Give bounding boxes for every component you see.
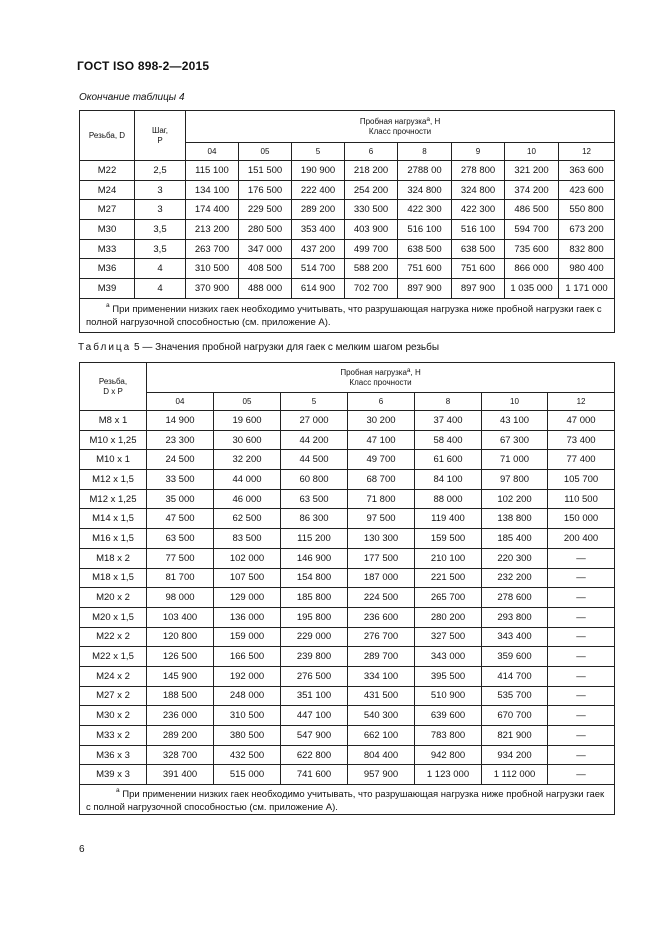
- load-value-cell: 77 500: [147, 548, 214, 568]
- thread-cell: M22 x 2: [80, 627, 147, 647]
- load-value-cell: 105 700: [548, 470, 615, 490]
- load-value-cell: 403 900: [345, 220, 398, 240]
- thread-cell: M8 x 1: [80, 411, 147, 431]
- load-value-cell: 83 500: [214, 529, 281, 549]
- load-value-cell: 177 500: [348, 548, 415, 568]
- thread-cell: M33 x 2: [80, 726, 147, 746]
- load-value-cell: 224 500: [348, 588, 415, 608]
- load-value-cell: 254 200: [345, 180, 398, 200]
- load-value-cell: 359 600: [482, 647, 548, 667]
- load-value-cell: 67 300: [482, 430, 548, 450]
- load-value-cell: 804 400: [348, 745, 415, 765]
- table4-col-pitch-line2: P: [157, 135, 163, 145]
- load-value-cell: 138 800: [482, 509, 548, 529]
- pitch-cell: 3: [135, 180, 186, 200]
- table5-col-thread-line2: D x P: [103, 386, 123, 396]
- table5-footnote: [80, 785, 615, 815]
- load-value-cell: —: [548, 568, 615, 588]
- table5-load-header-text: Пробная нагрузка: [340, 367, 407, 377]
- load-value-cell: 614 900: [292, 279, 345, 299]
- load-value-cell: 43 100: [482, 411, 548, 431]
- load-value-cell: 107 500: [214, 568, 281, 588]
- load-value-cell: 102 200: [482, 489, 548, 509]
- load-value-cell: —: [548, 706, 615, 726]
- load-value-cell: 353 400: [292, 220, 345, 240]
- table4-continuation-label: Окончание таблицы 4: [79, 92, 185, 103]
- table5-class-header: Класс прочности: [349, 377, 412, 387]
- thread-cell: M24 x 2: [80, 666, 147, 686]
- load-value-cell: 514 700: [292, 259, 345, 279]
- thread-cell: M18 x 2: [80, 548, 147, 568]
- class-header-cell: 6: [345, 143, 398, 161]
- load-value-cell: 97 500: [348, 509, 415, 529]
- table4-load-header: [186, 111, 615, 143]
- table5-col-thread: [80, 363, 147, 411]
- load-value-cell: 343 400: [482, 627, 548, 647]
- load-value-cell: 190 900: [292, 161, 345, 181]
- table-row: [80, 745, 615, 765]
- table-row: [80, 686, 615, 706]
- load-value-cell: 88 000: [415, 489, 482, 509]
- load-value-cell: 535 700: [482, 686, 548, 706]
- load-value-cell: 221 500: [415, 568, 482, 588]
- table-row: [80, 706, 615, 726]
- load-value-cell: 110 500: [548, 489, 615, 509]
- thread-cell: M27 x 2: [80, 686, 147, 706]
- load-value-cell: 200 400: [548, 529, 615, 549]
- load-value-cell: 14 900: [147, 411, 214, 431]
- thread-cell: M22 x 1,5: [80, 647, 147, 667]
- load-value-cell: 229 000: [281, 627, 348, 647]
- footnote-mark: a: [106, 302, 110, 310]
- load-value-cell: 735 600: [505, 239, 559, 259]
- thread-cell: M30: [80, 220, 135, 240]
- class-header-cell: 05: [239, 143, 292, 161]
- table-row: [80, 509, 615, 529]
- load-value-cell: 61 600: [415, 450, 482, 470]
- load-value-cell: 46 000: [214, 489, 281, 509]
- load-value-cell: 278 600: [482, 588, 548, 608]
- load-value-cell: 47 100: [348, 430, 415, 450]
- load-value-cell: 276 500: [281, 666, 348, 686]
- load-value-cell: 248 000: [214, 686, 281, 706]
- table5-caption-text: 5 — Значения пробной нагрузки для гаек с мелким шагом резьбы: [134, 342, 440, 353]
- table-row: [80, 765, 615, 785]
- load-value-cell: 547 900: [281, 726, 348, 746]
- thread-cell: M22: [80, 161, 135, 181]
- class-header-cell: 5: [281, 393, 348, 411]
- load-value-cell: 324 800: [452, 180, 505, 200]
- load-value-cell: 289 700: [348, 647, 415, 667]
- load-value-cell: 126 500: [147, 647, 214, 667]
- thread-cell: M16 x 1,5: [80, 529, 147, 549]
- load-value-cell: 351 100: [281, 686, 348, 706]
- load-value-cell: 60 800: [281, 470, 348, 490]
- load-value-cell: 263 700: [186, 239, 239, 259]
- load-value-cell: 32 200: [214, 450, 281, 470]
- load-value-cell: 185 400: [482, 529, 548, 549]
- thread-cell: M20 x 1,5: [80, 607, 147, 627]
- load-value-cell: 408 500: [239, 259, 292, 279]
- load-value-cell: 35 000: [147, 489, 214, 509]
- load-value-cell: 229 500: [239, 200, 292, 220]
- load-value-cell: 115 100: [186, 161, 239, 181]
- load-value-cell: 432 500: [214, 745, 281, 765]
- table-row: [80, 259, 615, 279]
- load-value-cell: 19 600: [214, 411, 281, 431]
- load-value-cell: 866 000: [505, 259, 559, 279]
- table-row: [80, 607, 615, 627]
- class-header-cell: 12: [559, 143, 615, 161]
- load-value-cell: 515 000: [214, 765, 281, 785]
- footnote-ref: a: [406, 366, 411, 374]
- load-value-cell: 176 500: [239, 180, 292, 200]
- table-row: [80, 450, 615, 470]
- load-value-cell: 821 900: [482, 726, 548, 746]
- load-value-cell: 751 600: [452, 259, 505, 279]
- load-value-cell: 49 700: [348, 450, 415, 470]
- load-value-cell: 47 000: [548, 411, 615, 431]
- load-value-cell: 1 112 000: [482, 765, 548, 785]
- table-row: [80, 220, 615, 240]
- load-value-cell: 115 200: [281, 529, 348, 549]
- load-value-cell: 154 800: [281, 568, 348, 588]
- load-value-cell: 63 500: [147, 529, 214, 549]
- load-value-cell: —: [548, 745, 615, 765]
- table4-class-header: Класс прочности: [368, 126, 432, 136]
- load-value-cell: 673 200: [559, 220, 615, 240]
- load-value-cell: 638 500: [452, 239, 505, 259]
- load-value-cell: 136 000: [214, 607, 281, 627]
- load-value-cell: 280 500: [239, 220, 292, 240]
- table5-caption: [78, 342, 439, 353]
- document-header: ГОСТ ISO 898-2—2015: [77, 59, 210, 73]
- table5-col-thread-line1: Резьба,: [98, 376, 128, 386]
- load-value-cell: —: [548, 686, 615, 706]
- load-value-cell: 897 900: [398, 279, 452, 299]
- pitch-cell: 3,5: [135, 239, 186, 259]
- table4-load-header-text: Пробная нагрузка: [359, 116, 427, 126]
- pitch-cell: 2,5: [135, 161, 186, 181]
- load-value-cell: 236 000: [147, 706, 214, 726]
- load-value-cell: 540 300: [348, 706, 415, 726]
- table5-load-header: [147, 363, 615, 393]
- load-value-cell: 63 500: [281, 489, 348, 509]
- load-value-cell: 942 800: [415, 745, 482, 765]
- load-value-cell: 447 100: [281, 706, 348, 726]
- load-value-cell: 24 500: [147, 450, 214, 470]
- load-value-cell: 897 900: [452, 279, 505, 299]
- load-value-cell: 431 500: [348, 686, 415, 706]
- load-value-cell: 934 200: [482, 745, 548, 765]
- load-value-cell: 289 200: [292, 200, 345, 220]
- thread-cell: M14 x 1,5: [80, 509, 147, 529]
- load-value-cell: 218 200: [345, 161, 398, 181]
- load-value-cell: 328 700: [147, 745, 214, 765]
- load-value-cell: 670 700: [482, 706, 548, 726]
- load-value-cell: 832 800: [559, 239, 615, 259]
- thread-cell: M12 x 1,5: [80, 470, 147, 490]
- load-value-cell: 68 700: [348, 470, 415, 490]
- load-value-cell: 437 200: [292, 239, 345, 259]
- load-value-cell: 423 600: [559, 180, 615, 200]
- table-row: [80, 430, 615, 450]
- table4-col-thread: Резьба, D: [80, 111, 135, 161]
- load-value-cell: —: [548, 588, 615, 608]
- table-row: [80, 279, 615, 299]
- load-value-cell: 550 800: [559, 200, 615, 220]
- footnote-mark: a: [116, 786, 120, 794]
- load-value-cell: 71 800: [348, 489, 415, 509]
- load-value-cell: 81 700: [147, 568, 214, 588]
- table-row: [80, 161, 615, 181]
- load-value-cell: 159 000: [214, 627, 281, 647]
- load-value-cell: 510 900: [415, 686, 482, 706]
- load-value-cell: 638 500: [398, 239, 452, 259]
- table-row: [80, 568, 615, 588]
- table-5: [79, 362, 615, 815]
- class-header-cell: 04: [186, 143, 239, 161]
- thread-cell: M12 x 1,25: [80, 489, 147, 509]
- thread-cell: M39 x 3: [80, 765, 147, 785]
- class-header-cell: 6: [348, 393, 415, 411]
- thread-cell: M30 x 2: [80, 706, 147, 726]
- page-number: 6: [79, 844, 85, 855]
- load-value-cell: 77 400: [548, 450, 615, 470]
- thread-cell: M39: [80, 279, 135, 299]
- load-value-cell: 37 400: [415, 411, 482, 431]
- thread-cell: M36: [80, 259, 135, 279]
- thread-cell: M36 x 3: [80, 745, 147, 765]
- class-header-cell: 05: [214, 393, 281, 411]
- class-header-cell: 5: [292, 143, 345, 161]
- load-value-cell: 957 900: [348, 765, 415, 785]
- class-header-cell: 12: [548, 393, 615, 411]
- load-value-cell: 370 900: [186, 279, 239, 299]
- table-row: [80, 411, 615, 431]
- load-value-cell: 363 600: [559, 161, 615, 181]
- load-value-cell: 97 800: [482, 470, 548, 490]
- table5-caption-label: Таблица: [78, 342, 132, 353]
- load-value-cell: 751 600: [398, 259, 452, 279]
- table-row: [80, 489, 615, 509]
- thread-cell: M20 x 2: [80, 588, 147, 608]
- load-value-cell: 741 600: [281, 765, 348, 785]
- class-header-cell: 10: [505, 143, 559, 161]
- load-value-cell: —: [548, 548, 615, 568]
- table-row: [80, 180, 615, 200]
- table-row: [80, 666, 615, 686]
- load-value-cell: 278 800: [452, 161, 505, 181]
- table4-load-unit: , Н: [430, 116, 441, 126]
- load-value-cell: 702 700: [345, 279, 398, 299]
- load-value-cell: 516 100: [398, 220, 452, 240]
- table5-footnote-text: При применении низких гаек необходимо учитывать, что разрушающая нагрузка ниже пробной нагрузки гаек с полной нагрузочной способностью (см. приложение А).: [86, 788, 605, 813]
- table-row: [80, 588, 615, 608]
- footnote-ref: a: [426, 115, 431, 123]
- load-value-cell: 71 000: [482, 450, 548, 470]
- load-value-cell: 488 000: [239, 279, 292, 299]
- load-value-cell: 98 000: [147, 588, 214, 608]
- table-4: [79, 110, 615, 333]
- load-value-cell: 86 300: [281, 509, 348, 529]
- load-value-cell: 62 500: [214, 509, 281, 529]
- table-row: [80, 470, 615, 490]
- load-value-cell: 639 600: [415, 706, 482, 726]
- load-value-cell: 145 900: [147, 666, 214, 686]
- load-value-cell: 310 500: [186, 259, 239, 279]
- load-value-cell: 33 500: [147, 470, 214, 490]
- load-value-cell: 516 100: [452, 220, 505, 240]
- table4-col-pitch-line1: Шаг,: [152, 125, 168, 135]
- table-row: [80, 647, 615, 667]
- load-value-cell: 166 500: [214, 647, 281, 667]
- load-value-cell: 103 400: [147, 607, 214, 627]
- load-value-cell: 293 800: [482, 607, 548, 627]
- load-value-cell: 58 400: [415, 430, 482, 450]
- load-value-cell: 330 500: [345, 200, 398, 220]
- load-value-cell: 395 500: [415, 666, 482, 686]
- load-value-cell: 102 000: [214, 548, 281, 568]
- load-value-cell: 119 400: [415, 509, 482, 529]
- load-value-cell: 73 400: [548, 430, 615, 450]
- class-header-cell: 04: [147, 393, 214, 411]
- table-row: [80, 627, 615, 647]
- load-value-cell: 187 000: [348, 568, 415, 588]
- load-value-cell: 84 100: [415, 470, 482, 490]
- load-value-cell: 343 000: [415, 647, 482, 667]
- load-value-cell: 220 300: [482, 548, 548, 568]
- load-value-cell: 486 500: [505, 200, 559, 220]
- load-value-cell: 265 700: [415, 588, 482, 608]
- load-value-cell: 499 700: [345, 239, 398, 259]
- load-value-cell: 27 000: [281, 411, 348, 431]
- load-value-cell: —: [548, 726, 615, 746]
- load-value-cell: 134 100: [186, 180, 239, 200]
- load-value-cell: 222 400: [292, 180, 345, 200]
- table4-footnote-text: При применении низких гаек необходимо учитывать, что разрушающая нагрузка ниже пробной нагрузки гаек с полной нагрузочной способностью (см. приложение А).: [86, 304, 602, 329]
- load-value-cell: 594 700: [505, 220, 559, 240]
- load-value-cell: 289 200: [147, 726, 214, 746]
- pitch-cell: 3,5: [135, 220, 186, 240]
- pitch-cell: 4: [135, 259, 186, 279]
- class-header-cell: 10: [482, 393, 548, 411]
- load-value-cell: 174 400: [186, 200, 239, 220]
- load-value-cell: 232 200: [482, 568, 548, 588]
- load-value-cell: 662 100: [348, 726, 415, 746]
- load-value-cell: —: [548, 607, 615, 627]
- load-value-cell: 380 500: [214, 726, 281, 746]
- table-row: [80, 548, 615, 568]
- class-header-cell: 8: [415, 393, 482, 411]
- load-value-cell: 391 400: [147, 765, 214, 785]
- load-value-cell: 146 900: [281, 548, 348, 568]
- load-value-cell: 188 500: [147, 686, 214, 706]
- load-value-cell: 280 200: [415, 607, 482, 627]
- pitch-cell: 3: [135, 200, 186, 220]
- load-value-cell: 130 300: [348, 529, 415, 549]
- class-header-cell: 8: [398, 143, 452, 161]
- load-value-cell: 2788 00: [398, 161, 452, 181]
- load-value-cell: 1 123 000: [415, 765, 482, 785]
- thread-cell: M18 x 1,5: [80, 568, 147, 588]
- load-value-cell: 44 500: [281, 450, 348, 470]
- pitch-cell: 4: [135, 279, 186, 299]
- load-value-cell: 327 500: [415, 627, 482, 647]
- load-value-cell: 783 800: [415, 726, 482, 746]
- table-row: [80, 529, 615, 549]
- load-value-cell: 213 200: [186, 220, 239, 240]
- load-value-cell: —: [548, 666, 615, 686]
- load-value-cell: 210 100: [415, 548, 482, 568]
- load-value-cell: 422 300: [452, 200, 505, 220]
- load-value-cell: 422 300: [398, 200, 452, 220]
- load-value-cell: 1 171 000: [559, 279, 615, 299]
- table-row: [80, 726, 615, 746]
- load-value-cell: 23 300: [147, 430, 214, 450]
- load-value-cell: 120 800: [147, 627, 214, 647]
- load-value-cell: 1 035 000: [505, 279, 559, 299]
- load-value-cell: 47 500: [147, 509, 214, 529]
- load-value-cell: —: [548, 627, 615, 647]
- load-value-cell: 239 800: [281, 647, 348, 667]
- load-value-cell: 195 800: [281, 607, 348, 627]
- table4-footnote: [80, 298, 615, 332]
- load-value-cell: 30 200: [348, 411, 415, 431]
- table5-load-unit: , Н: [410, 367, 421, 377]
- load-value-cell: 321 200: [505, 161, 559, 181]
- table-row: [80, 239, 615, 259]
- load-value-cell: 44 200: [281, 430, 348, 450]
- load-value-cell: 192 000: [214, 666, 281, 686]
- load-value-cell: 129 000: [214, 588, 281, 608]
- load-value-cell: 151 500: [239, 161, 292, 181]
- load-value-cell: 414 700: [482, 666, 548, 686]
- thread-cell: M27: [80, 200, 135, 220]
- table-row: [80, 200, 615, 220]
- thread-cell: M33: [80, 239, 135, 259]
- load-value-cell: 44 000: [214, 470, 281, 490]
- table4-col-pitch: [135, 111, 186, 161]
- load-value-cell: —: [548, 765, 615, 785]
- load-value-cell: 374 200: [505, 180, 559, 200]
- load-value-cell: 622 800: [281, 745, 348, 765]
- load-value-cell: 185 800: [281, 588, 348, 608]
- load-value-cell: 159 500: [415, 529, 482, 549]
- load-value-cell: 324 800: [398, 180, 452, 200]
- load-value-cell: 150 000: [548, 509, 615, 529]
- load-value-cell: 310 500: [214, 706, 281, 726]
- load-value-cell: 347 000: [239, 239, 292, 259]
- load-value-cell: —: [548, 647, 615, 667]
- thread-cell: M24: [80, 180, 135, 200]
- load-value-cell: 334 100: [348, 666, 415, 686]
- load-value-cell: 276 700: [348, 627, 415, 647]
- load-value-cell: 30 600: [214, 430, 281, 450]
- load-value-cell: 236 600: [348, 607, 415, 627]
- load-value-cell: 588 200: [345, 259, 398, 279]
- thread-cell: M10 x 1,25: [80, 430, 147, 450]
- thread-cell: M10 x 1: [80, 450, 147, 470]
- class-header-cell: 9: [452, 143, 505, 161]
- load-value-cell: 980 400: [559, 259, 615, 279]
